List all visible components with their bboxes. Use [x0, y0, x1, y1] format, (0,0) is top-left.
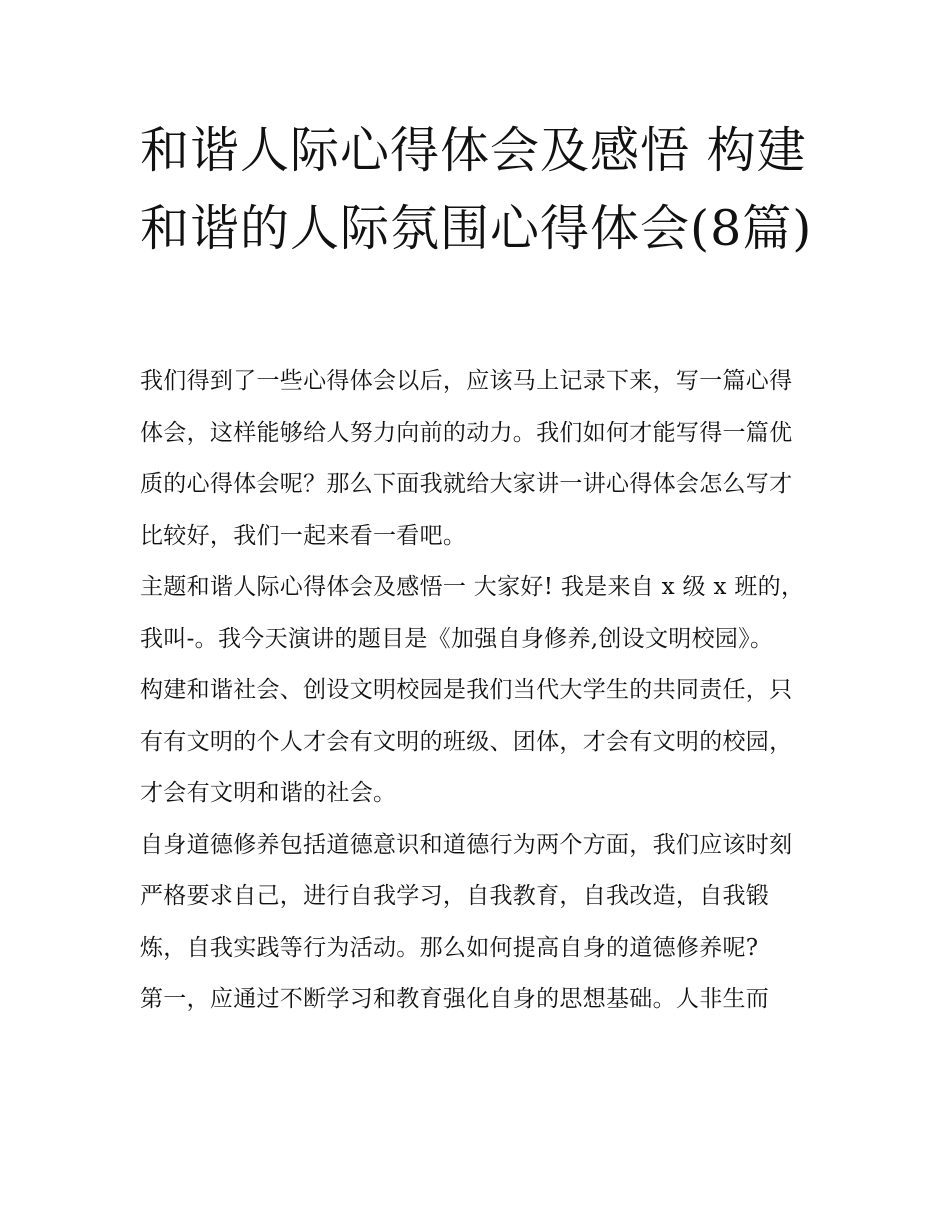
paragraph-intro: 我们得到了一些心得体会以后，应该马上记录下来，写一篇心得体会，这样能够给人努力向前的动力。我们如何才能写得一篇优质的心得体会呢？那么下面我就给大家讲一讲心得体会怎么写才比较好，我们一起来看一看吧。: [140, 368, 793, 549]
paragraph-moral-cultivation: 自身道德修养包括道德意识和道德行为两个方面，我们应该时刻严格要求自己，进行自我学习，自我教育，自我改造，自我锻炼，自我实践等行为活动。那么如何提高自身的道德修养呢?: [140, 831, 793, 961]
document-body: [140, 356, 815, 1026]
paragraph-harmonious-society: 构建和谐社会、创设文明校园是我们当代大学生的共同责任，只有有文明的个人才会有文明的班级、团体，才会有文明的校园，才会有文明和谐的社会。: [140, 677, 793, 806]
paragraph-first-point: 第一，应通过不断学习和教育强化自身的思想基础。人非生而: [140, 986, 770, 1012]
document-title: 和谐人际心得体会及感悟 构建和谐的人际氛围心得体会(8篇): [140, 122, 813, 257]
paragraph-speech-opening: 主题和谐人际心得体会及感悟一 大家好! 我是来自 x 级 x 班的，我叫-。我今天演讲的题目是《加强自身修养,创设文明校园》。: [140, 574, 805, 652]
